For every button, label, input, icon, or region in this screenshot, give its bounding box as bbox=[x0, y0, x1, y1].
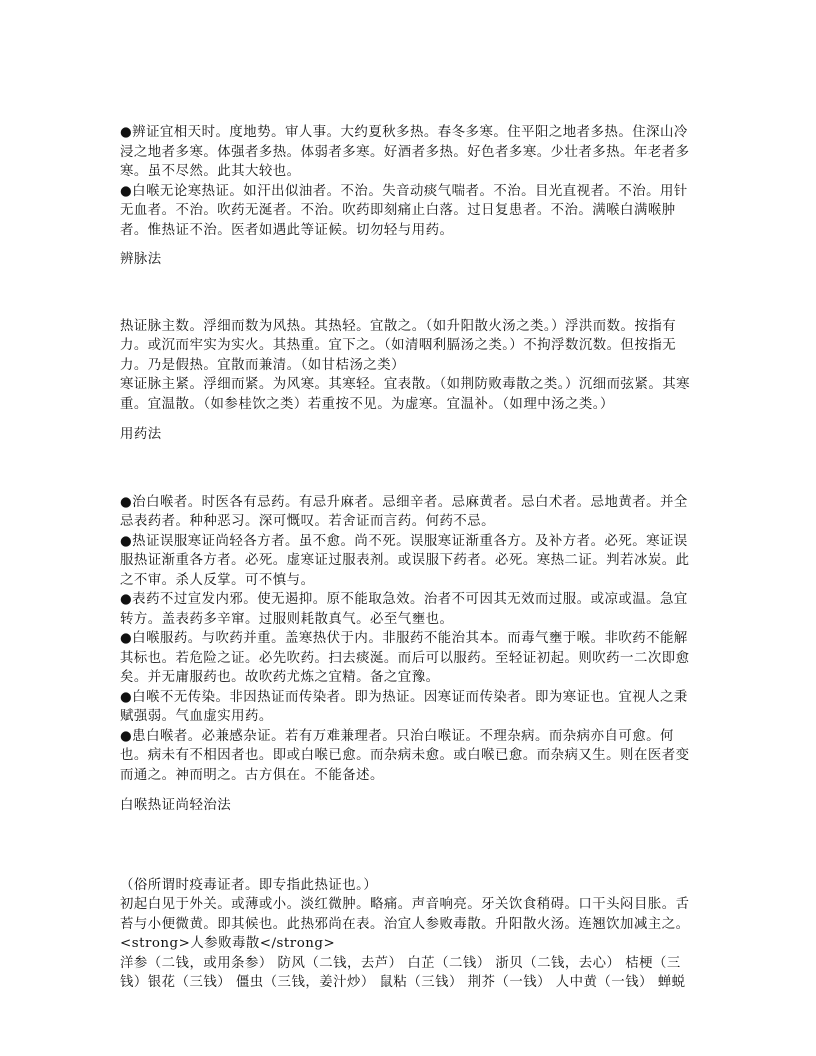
paragraph-chuan-ran: ●白喉不无传染。非因热证而传染者。即为热证。因寒证而传染者。即为寒证也。宜视人之秉赋强弱。气血虚实用药。 bbox=[120, 689, 688, 724]
paragraph-fu-yao-chui-yao: ●白喉服药。与吹药并重。盖寒热伏于内。非服药不能治其本。而毒气壅于喉。非吹药不能解其标也。若危险之证。必先吹药。扫去痰涎。而后可以服药。至轻证初起。则吹药一二次即愈矣。并无庸服药也。故吹药尤炼之宜精。备之宜豫。 bbox=[120, 631, 690, 685]
paragraph-shi-yi-du-zheng: （俗所谓时疫毒证者。即专指此热证也。） bbox=[120, 877, 378, 893]
formula-ingredients: 洋参（二钱，或用条参） 防风（二钱，去芦） 白芷（二钱） 浙贝（二钱，去心） 桔梗（三钱）银花（三钱） 僵虫（三钱，姜汁炒） 鼠粘（三钱） 荆芥（一钱） 人中黄（一钱） 蝉蜕 bbox=[120, 955, 686, 990]
paragraph-biao-yao: ●表药不过宣发内邪。使无遏抑。原不能取急效。治者不可因其无效而过服。或凉或温。急宜转方。盖表药多辛窜。过服则耗散真气。必至气壅也。 bbox=[120, 592, 688, 627]
formula-title-ren-shen-bai-du-san: <strong>人参败毒散</strong> bbox=[120, 936, 336, 951]
paragraph-bian-zheng: ●辨证宜相天时。度地势。审人事。大约夏秋多热。春冬多寒。住平阳之地者多热。住深山冷浸之地者多寒。体强者多热。体弱者多寒。好酒者多热。好色者多寒。少壮者多热。年老者多寒。虽不尽然。此其大较也。 bbox=[120, 125, 690, 179]
paragraph-wu-fu: ●热证误服寒证尚轻各方者。虽不愈。尚不死。误服寒证渐重各方。及补方者。必死。寒证误服热证渐重各方者。必死。虚寒证过服表剂。或误服下药者。必死。寒热二证。判若冰炭。此之不审。杀人反掌。可不慎与。 bbox=[120, 533, 690, 588]
paragraph-han-zheng-mai: 寒证脉主紧。浮细而紧。为风寒。其寒轻。宜表散。（如荆防败毒散之类。）沉细而弦紧。其寒重。宜温散。（如参桂饮之类）若重按不见。为虚寒。宜温补。（如理中汤之类。） bbox=[120, 377, 691, 412]
paragraph-bai-hou-bu-zhi: ●白喉无论寒热证。如汗出似油者。不治。失音动痰气喘者。不治。目光直视者。不治。用针无血者。不治。吹药无涎者。不治。吹药即刻痛止白落。过日复患者。不治。满喉白满喉肿者。惟热证不治。医者如遇此等证候。切勿轻与用药。 bbox=[120, 183, 688, 238]
paragraph-za-zheng: ●患白喉者。必兼感杂证。若有万难兼理者。只治白喉证。不理杂病。而杂病亦自可愈。何也。病未有不相因者也。即或白喉已愈。而杂病未愈。或白喉已愈。而杂病又生。则在医者变而通之。神而明之。古方俱在。不能备述。 bbox=[120, 728, 690, 783]
heading-bian-mai-fa: 辨脉法 bbox=[120, 252, 162, 267]
paragraph-re-zheng-mai: 热证脉主数。浮细而数为风热。其热轻。宜散之。（如升阳散火汤之类。）浮洪而数。按指有力。或沉而牢实为实火。其热重。宜下之。（如清咽利膈汤之类。）不拘浮数沉数。但按指无力。乃是假热。宜散而兼清。（如甘桔汤之类） bbox=[120, 318, 677, 373]
heading-re-zheng-qing-zhi-fa: 白喉热证尚轻治法 bbox=[120, 798, 232, 813]
document-page bbox=[120, 123, 697, 993]
paragraph-ji-yao: ●治白喉者。时医各有忌药。有忌升麻者。忌细辛者。忌麻黄者。忌白术者。忌地黄者。并全忌表药者。种种恶习。深可慨叹。若舍证而言药。何药不忌。 bbox=[120, 494, 688, 529]
heading-yong-yao-fa: 用药法 bbox=[120, 427, 162, 442]
paragraph-chu-qi-zheng-hou: 初起白见于外关。或薄或小。淡红微肿。略痛。声音响亮。牙关饮食稍碍。口干头闷目胀。舌苔与小便微黄。即其候也。此热邪尚在表。治宜人参败毒散。升阳散火汤。连翘饮加减主之。 bbox=[120, 897, 690, 932]
